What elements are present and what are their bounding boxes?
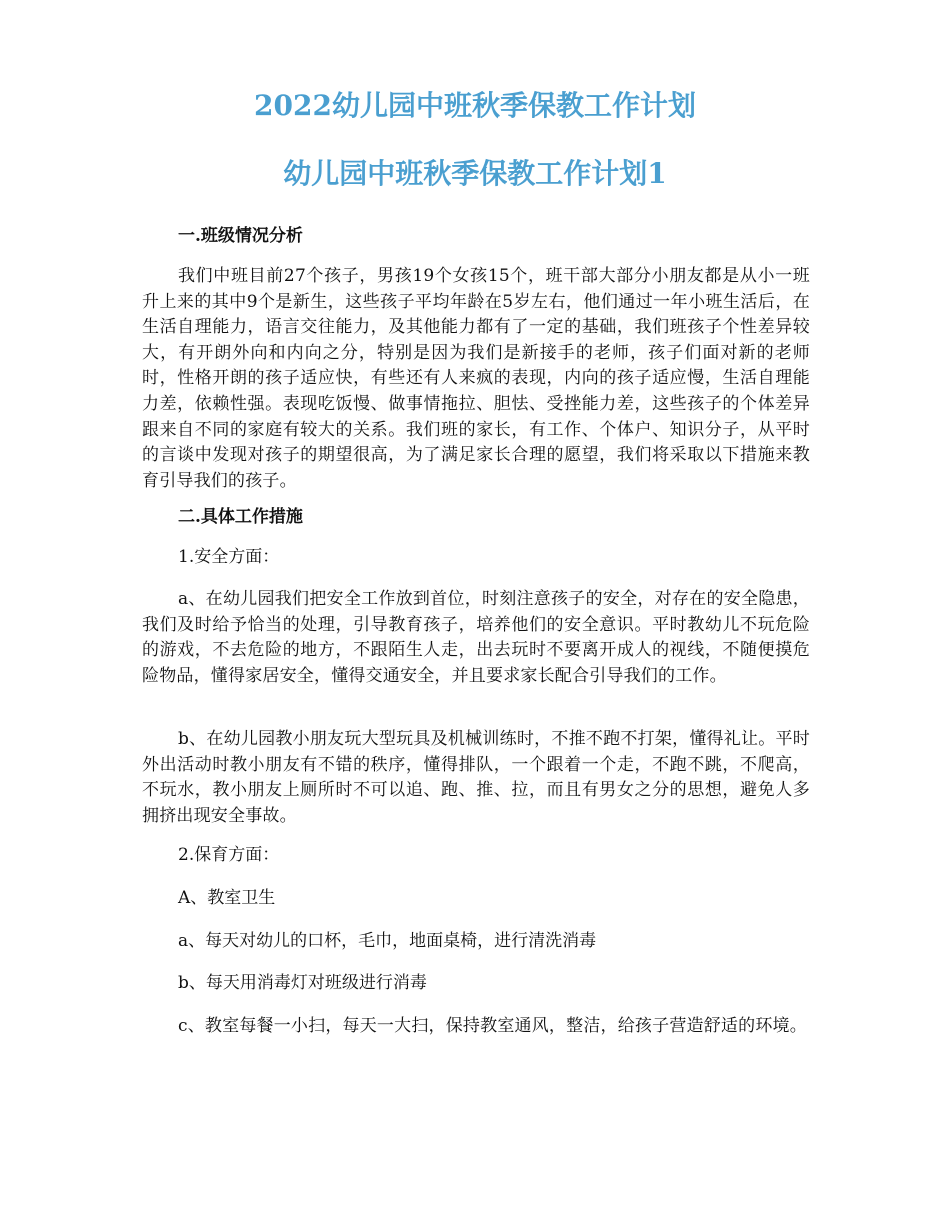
care-item-c: c、教室每餐一小扫，每天一大扫，保持教室通风，整洁，给孩子营造舒适的环境。 (178, 1016, 807, 1036)
care-item-a: a、每天对幼儿的口杯，毛巾，地面桌椅，进行清洗消毒 (178, 931, 597, 951)
safety-item-b: b、在幼儿园教小朋友玩大型玩具及机械训练时，不推不跑不打架，懂得礼让。平时外出活动时教小朋友有不错的秩序，懂得排队，一个跟着一个走，不跑不跳，不爬高，不玩水，教小朋友上厕所时不可以追、跑、推、拉，而且有男女之分的思想，避免人多拥挤出现安全事故。 (142, 729, 810, 826)
safety-item-a: a、在幼儿园我们把安全工作放到首位，时刻注意孩子的安全，对存在的安全隐患，我们及时给予恰当的处理，引导教育孩子，培养他们的安全意识。平时教幼儿不玩危险的游戏，不去危险的地方，不跟陌生人走，出去玩时不要离开成人的视线，不随便摸危险物品，懂得家居安全，懂得交通安全，并且要求家长配合引导我们的工作。 (142, 589, 810, 686)
document-subtitle: 幼儿园中班秋季保教工作计划1 (283, 157, 667, 190)
care-label: 2.保育方面： (178, 845, 280, 865)
section-heading-measures: 二.具体工作措施 (178, 507, 303, 527)
class-analysis-paragraph: 我们中班目前27个孩子，男孩19个女孩15个，班干部大部分小朋友都是从小一班升上来的其中9个是新生，这些孩子平均年龄在5岁左右，他们通过一年小班生活后，在生活自理能力，语言交往能力，及其他能力都有了一定的基础，我们班孩子个性差异较大，有开朗外向和内向之分，特别是因为我们是新接手的老师，孩子们面对新的老师时，性格开朗的孩子适应快，有些还有人来疯的表现，内向的孩子适应慢，生活自理能力差，依赖性强。表现吃饭慢、做事情拖拉、胆怯、受挫能力差，这些孩子的个体差异跟来自不同的家庭有较大的关系。我们班的家长，有工作、个体户、知识分子，从平时的言谈中发现对孩子的期望很高，为了满足家长合理的愿望，我们将采取以下措施来教育引导我们的孩子。 (142, 266, 810, 491)
care-item-b: b、每天用消毒灯对班级进行消毒 (178, 973, 427, 993)
document-title: 2022幼儿园中班秋季保教工作计划 (254, 89, 696, 122)
safety-label: 1.安全方面： (178, 547, 280, 567)
care-classroom-hygiene: A、教室卫生 (178, 888, 276, 908)
section-heading-class-analysis: 一.班级情况分析 (178, 226, 303, 246)
